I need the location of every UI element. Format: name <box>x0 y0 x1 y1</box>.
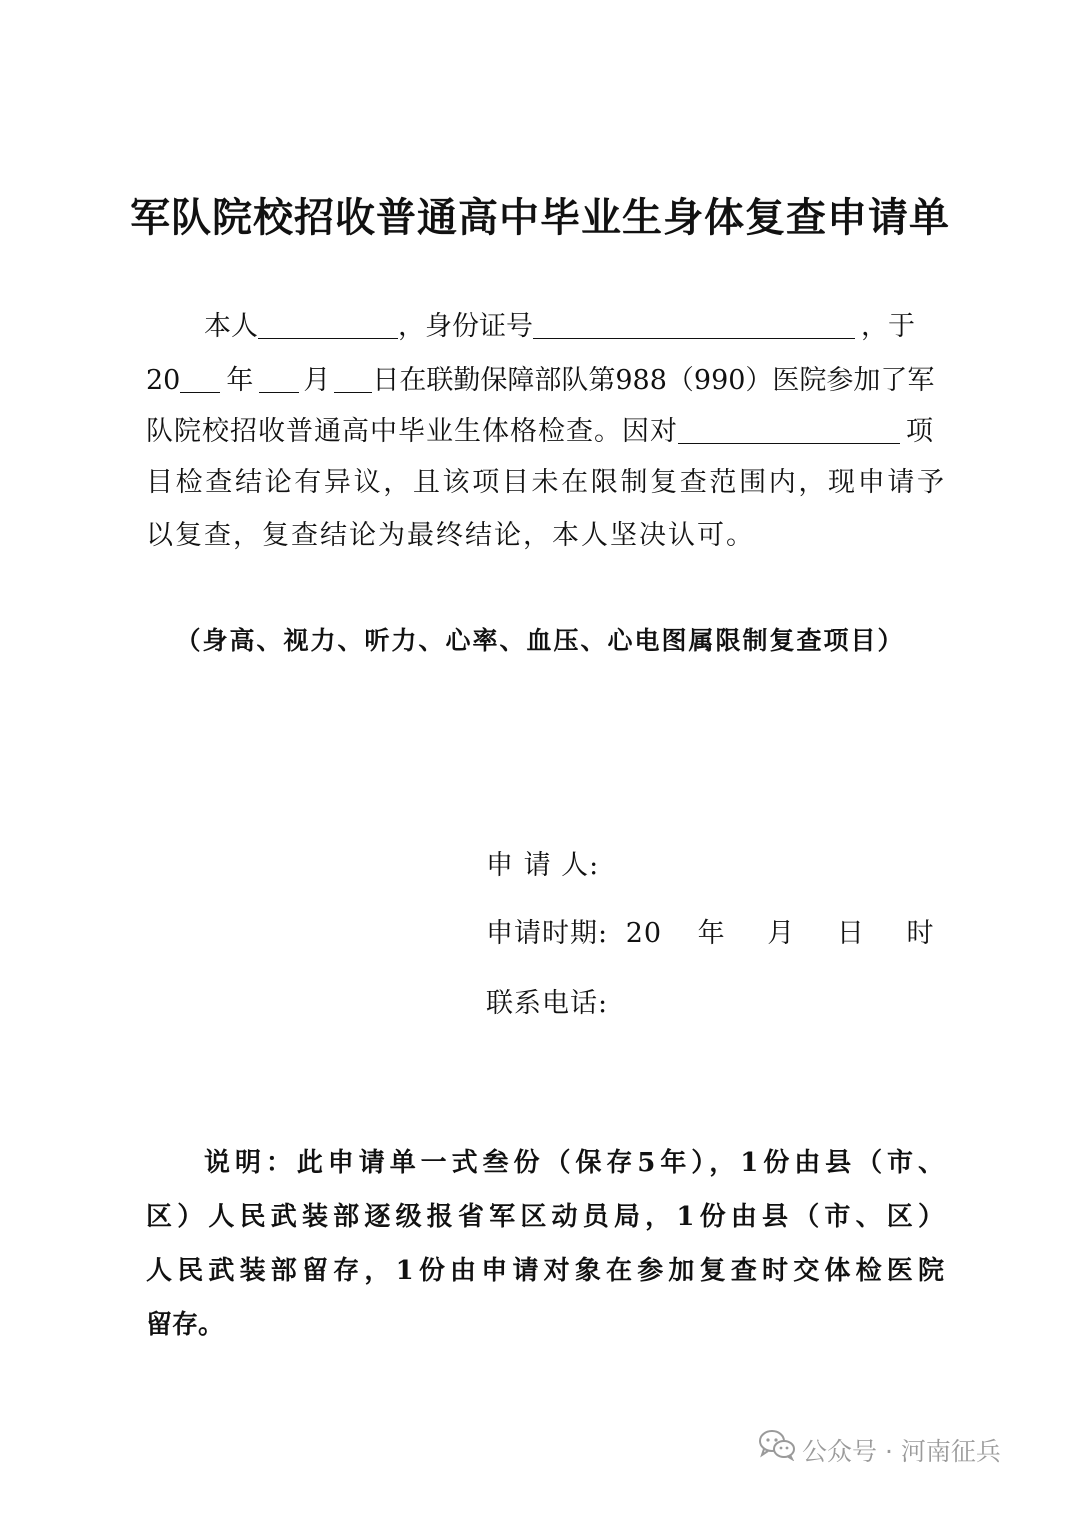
apply-date-field <box>486 917 934 951</box>
id-number-blank[interactable] <box>533 312 855 339</box>
year-prefix: 20 <box>146 365 181 396</box>
applicant-label: 申 请 人: <box>486 850 600 881</box>
body-line-3 <box>146 415 944 449</box>
apply-date-year-unit: 年 <box>697 918 726 949</box>
body-line-2 <box>146 364 944 398</box>
explanation-line-4: 留存。 <box>146 1310 225 1340</box>
item-blank[interactable] <box>678 417 900 444</box>
explanation-line-1: 说明：此申请单一式叁份（保存5年），1份由县（市、 <box>204 1148 944 1178</box>
at-label: ，于 <box>861 311 915 342</box>
month-blank[interactable] <box>259 366 299 393</box>
phone-field <box>486 987 608 1021</box>
id-label: ，身份证号 <box>398 311 533 342</box>
name-blank[interactable] <box>258 312 398 339</box>
body-line-1 <box>204 310 944 344</box>
day-blank[interactable] <box>334 366 372 393</box>
explanation-line-3: 人民武装部留存，1份由申请对象在参加复查时交体检医院 <box>146 1256 944 1286</box>
apply-date-hour-unit: 时 <box>906 918 935 949</box>
self-label: 本人 <box>204 311 258 342</box>
hospital-text: 日在联勤保障部队第988（990）医院参加了军 <box>372 365 935 396</box>
body-line-4: 目检查结论有异议，且该项目未在限制复查范围内，现申请予 <box>146 467 944 498</box>
reason-text: 队院校招收普通高中毕业生体格检查。因对 <box>146 416 678 447</box>
wechat-icon <box>758 1429 796 1477</box>
restricted-items-note: （身高、视力、听力、心率、血压、心电图属限制复查项目） <box>175 626 905 655</box>
year-blank[interactable] <box>180 366 220 393</box>
apply-date-day-unit: 日 <box>836 918 865 949</box>
page-title: 军队院校招收普通高中毕业生身体复查申请单 <box>130 194 950 241</box>
year-unit: 年 <box>226 365 254 396</box>
watermark <box>758 1428 1001 1476</box>
applicant-field <box>486 849 599 883</box>
explanation-line-2: 区）人民武装部逐级报省军区动员局，1份由县（市、区） <box>146 1202 944 1232</box>
phone-label: 联系电话: <box>486 988 609 1019</box>
apply-date-month-unit: 月 <box>767 918 796 949</box>
watermark-text: 公众号 · 河南征兵 <box>802 1437 1001 1466</box>
item-unit: 项 <box>906 416 934 447</box>
body-line-5: 以复查，复查结论为最终结论，本人坚决认可。 <box>146 520 755 551</box>
month-unit: 月 <box>303 365 331 396</box>
apply-date-year: 20 <box>625 918 663 949</box>
apply-date-label: 申请时期: <box>486 918 609 949</box>
